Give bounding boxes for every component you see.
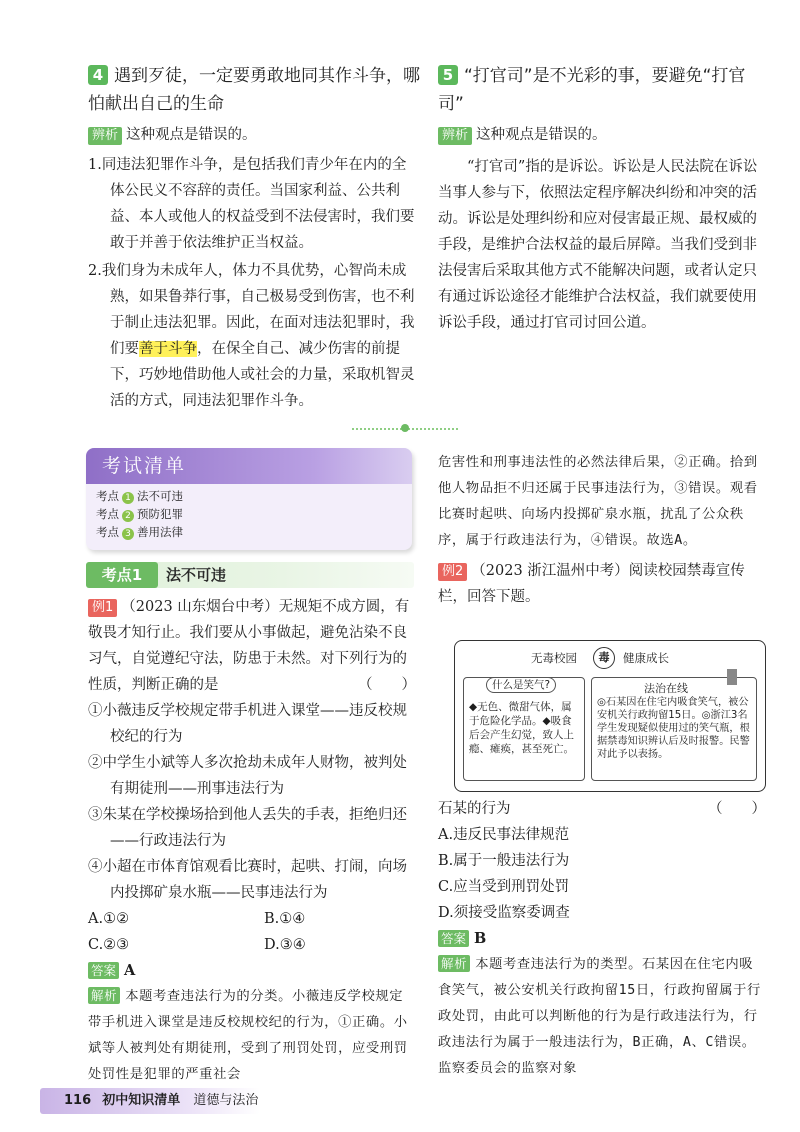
example-2-prompt: 石某的行为 （ ） bbox=[438, 801, 766, 817]
example-1-choices-row bbox=[88, 932, 416, 958]
exam-point-band bbox=[86, 562, 414, 588]
example-tag: 例2 bbox=[438, 563, 467, 581]
litigation-paragraph: “打官司”指的是诉讼。诉讼是人民法院在诉讼当事人参与下，依照法定程序解决纠纷和冲突的活动。诉讼是处理纠纷和应对侵害最正规、最权威的手段，是维护合法权益的最后屏障。当我们受到非法侵害后采取其他方式不能解决问题，或者认定只有通过诉讼途径才能维护合法权益，我们就要使用诉讼手段，通过打官司讨回公道。 bbox=[438, 159, 758, 331]
nitrous-oxide-box bbox=[463, 677, 585, 781]
analysis-tag: 解析 bbox=[88, 987, 120, 1004]
bottom-right-column bbox=[438, 450, 766, 610]
exam-point-title: 法不可违 bbox=[166, 566, 227, 584]
nitrous-oxide-title: 什么是笑气? bbox=[486, 677, 556, 693]
example-tag: 例1 bbox=[88, 599, 117, 617]
example-1-option: ③朱某在学校操场拾到他人丢失的手表，拒绝归还——行政违法行为 bbox=[88, 807, 407, 849]
example-2-option: C.应当受到刑罚处罚 bbox=[438, 879, 570, 895]
law-online-body: ◎石某因在住宅内吸食笑气，被公安机关行政拘留15日。◎浙江3名学生发现疑似使用过的笑气瓶，根据禁毒知识辨认后及时报警。民警对此予以表扬。 bbox=[597, 697, 750, 760]
exam-list-title: 考试清单 bbox=[86, 448, 412, 484]
nitrous-oxide-body: ◆无色、微甜气体，属于危险化学品。◆吸食后会产生幻觉，致人上瘾、瘫痪，甚至死亡。 bbox=[469, 701, 574, 755]
example-2-question bbox=[438, 796, 766, 1082]
point-2: 2.我们身为未成年人，体力不具优势，心智尚未成熟，如果鲁莽行事，自己极易受到伤害，也不利于制止违法犯罪。因此，在面对违法犯罪时，我们要善于斗争，在保全自己、减少伤害的前提下，巧妙地借助他人或社会的力量，采取机智灵活的方式，同违法犯罪作斗争。 bbox=[88, 263, 415, 409]
book-title: 初中知识清单 bbox=[102, 1093, 181, 1108]
top-right-column bbox=[438, 62, 766, 336]
example-1-option: ④小超在市体育馆观看比赛时，起哄、打闹，向场内投掷矿泉水瓶——民事违法行为 bbox=[88, 859, 407, 901]
drug-badge-icon: 毒 bbox=[593, 647, 615, 669]
poster-left-title: 无毒校园 bbox=[531, 651, 577, 665]
answer-tag: 答案 bbox=[438, 930, 469, 947]
misconception-5-heading: 5 “打官司”是不光彩的事，要避免“打官司” bbox=[438, 66, 746, 114]
exam-point-1: 考点 1 法不可违 bbox=[96, 489, 183, 503]
choice: B.①④ bbox=[264, 911, 306, 927]
anti-drug-poster bbox=[454, 640, 766, 792]
example-2-stem: 例2 （2023 浙江温州中考）阅读校园禁毒宣传栏，回答下题。 bbox=[438, 563, 745, 605]
example-1-answer: 答案 A bbox=[88, 958, 416, 984]
example-1-analysis: 解析 本题考查违法行为的分类。小薇违反学校规定带手机进入课堂是违反校规校纪的行为，①正确。小斌等人被判处有期徒刑，受到了刑罚处罚，应受刑罚处罚性是犯罪的严重社会 bbox=[88, 988, 408, 1082]
exam-point-tag: 考点1 bbox=[86, 562, 158, 588]
example-2-option: D.须接受监察委调查 bbox=[438, 905, 570, 921]
top-left-column bbox=[88, 62, 420, 414]
example-1-option: ①小薇违反学校规定带手机进入课堂——违反校规校纪的行为 bbox=[88, 703, 407, 745]
choice: C.②③ bbox=[88, 937, 130, 953]
divider-dot bbox=[401, 424, 409, 432]
page-number: 116 bbox=[64, 1093, 92, 1108]
law-online-title: 法治在线 bbox=[644, 682, 688, 695]
analysis-tag: 辨析 bbox=[438, 127, 472, 145]
bookmark-icon bbox=[727, 669, 737, 685]
law-online-box bbox=[591, 677, 757, 781]
subject-name: 道德与法治 bbox=[193, 1093, 259, 1108]
example-2-option: B.属于一般违法行为 bbox=[438, 853, 570, 869]
example-1-choices-row bbox=[88, 906, 416, 932]
answer-tag: 答案 bbox=[88, 962, 119, 979]
point-1: 1.同违法犯罪作斗争，是包括我们青少年在内的全体公民义不容辞的责任。当国家利益、公共利益、本人或他人的权益受到不法侵害时，我们要敢于并善于依法维护正当权益。 bbox=[88, 157, 415, 251]
example-1-option: ②中学生小斌等人多次抢劫未成年人财物，被判处有期徒刑——刑事违法行为 bbox=[88, 755, 407, 797]
analysis-tag: 解析 bbox=[438, 955, 470, 972]
exam-list-card bbox=[86, 448, 412, 550]
poster-right-title: 健康成长 bbox=[623, 651, 669, 665]
misconception-number: 5 bbox=[438, 65, 458, 85]
analysis-lead: 辨析 这种观点是错误的。 bbox=[438, 122, 766, 148]
analysis-lead: 辨析 这种观点是错误的。 bbox=[88, 122, 420, 148]
page-footer bbox=[40, 1088, 260, 1114]
example-2-answer: 答案 B bbox=[438, 926, 766, 952]
choice: A.①② bbox=[88, 911, 130, 927]
analysis-tag: 辨析 bbox=[88, 127, 122, 145]
choice: D.③④ bbox=[264, 937, 306, 953]
misconception-number: 4 bbox=[88, 65, 108, 85]
example-2-analysis: 解析 本题考查违法行为的类型。石某因在住宅内吸食笑气，被公安机关行政拘留15日，行政拘留属于行政处罚，由此可以判断他的行为是行政违法行为，行政违法行为属于一般违法行为，B正确，A、C错误。监察委员会的监察对象 bbox=[438, 956, 761, 1076]
bottom-left-column bbox=[88, 594, 416, 1088]
misconception-4-heading: 4 遇到歹徒，一定要勇敢地同其作斗争，哪怕献出自己的生命 bbox=[88, 66, 420, 114]
exam-point-2: 考点 2 预防犯罪 bbox=[96, 507, 183, 521]
exam-point-3: 考点 3 善用法律 bbox=[96, 525, 183, 539]
example-1-stem: 例1 （2023 山东烟台中考）无规矩不成方圆，有敬畏才知行止。我们要从小事做起，避免沾染不良习气，自觉遵纪守法，防患于未然。对下列行为的性质，判断正确的是 （ ） bbox=[88, 599, 416, 693]
example-1-analysis-continued: 危害性和刑事违法性的必然法律后果，②正确。拾到他人物品拒不归还属于民事违法行为，③错误。观看比赛时起哄、向场内投掷矿泉水瓶，扰乱了公众秩序，属于行政违法行为，④错误。故选A。 bbox=[438, 455, 758, 548]
example-2-option: A.违反民事法律规范 bbox=[438, 827, 570, 843]
highlight: 善于斗争 bbox=[139, 341, 197, 357]
